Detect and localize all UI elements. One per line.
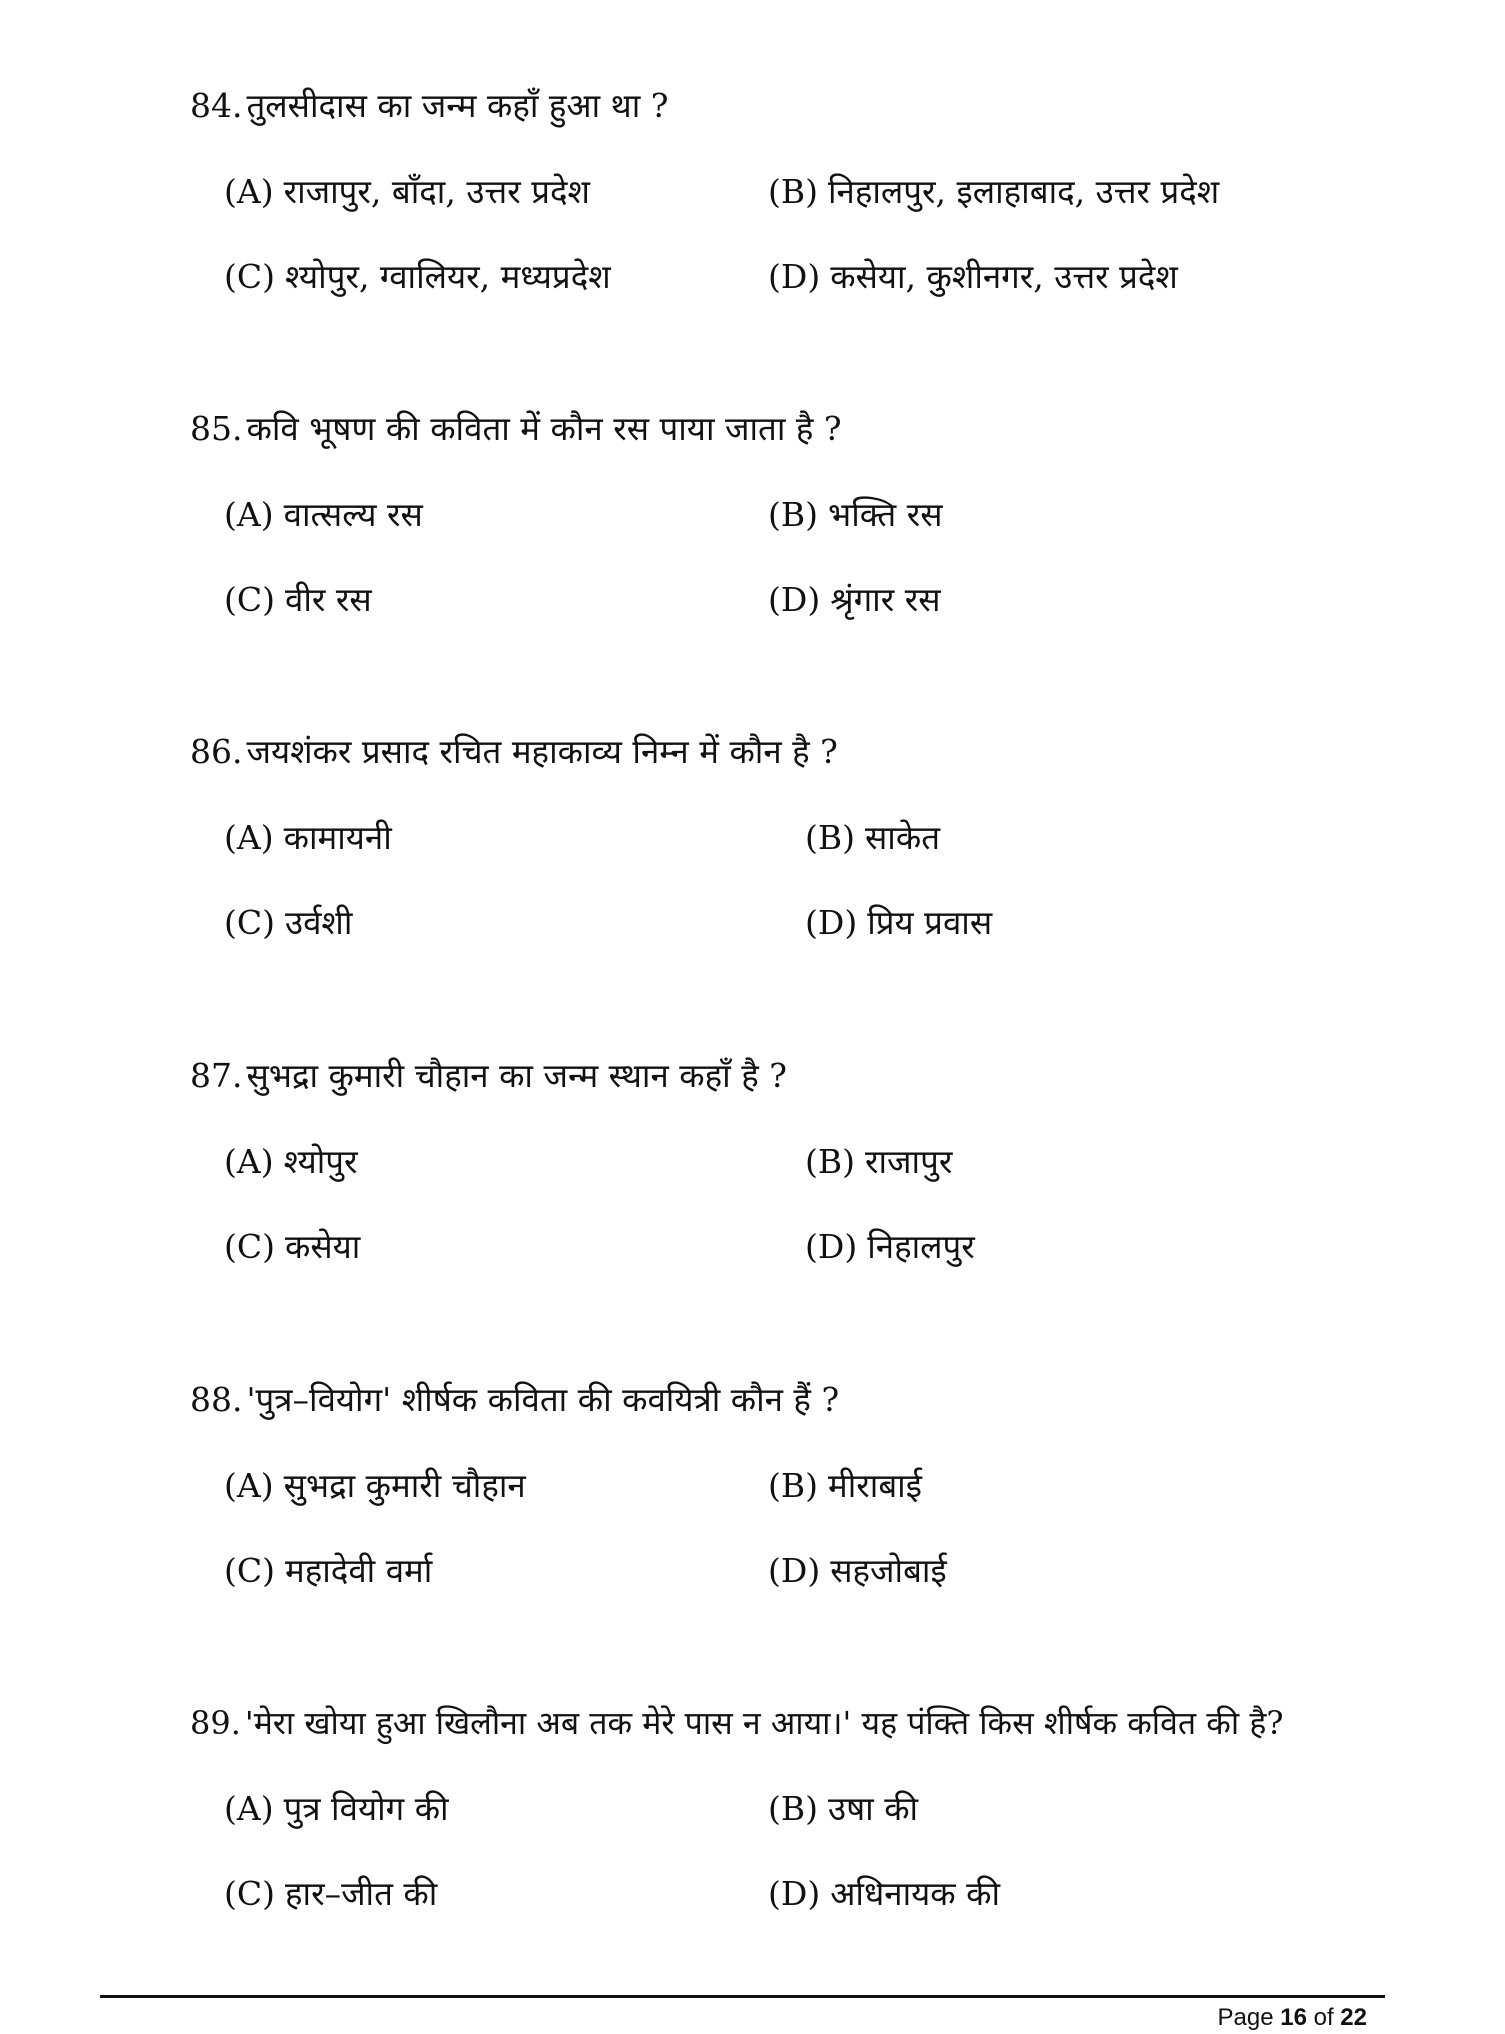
question-text <box>190 405 1390 453</box>
question-number: 86. <box>190 732 243 771</box>
option-text: महादेवी वर्मा <box>285 1551 433 1590</box>
question-88 <box>0 1376 1505 1636</box>
option-key: (A) <box>224 1466 274 1505</box>
question-85 <box>0 405 1505 665</box>
option-key: (B) <box>768 495 818 534</box>
question-number: 85. <box>190 409 243 448</box>
option-key: (B) <box>805 818 855 857</box>
option-text: श्योपुर <box>283 1142 358 1181</box>
option-text: निहालपुर <box>867 1227 975 1266</box>
option-key: (A) <box>224 818 274 857</box>
option-text: उर्वशी <box>285 903 353 942</box>
option-text: कसेया, कुशीनगर, उत्तर प्रदेश <box>830 257 1178 296</box>
option-b <box>768 1462 922 1510</box>
option-d <box>768 1547 947 1595</box>
page-indicator <box>1218 2004 1368 2032</box>
option-key: (A) <box>224 495 274 534</box>
option-c <box>224 576 372 624</box>
question-87 <box>0 1052 1505 1312</box>
option-text: प्रिय प्रवास <box>867 903 993 942</box>
option-text: कसेया <box>285 1227 361 1266</box>
option-text: श्योपुर, ग्वालियर, मध्यप्रदेश <box>285 257 611 296</box>
option-key: (A) <box>224 1789 274 1828</box>
option-text: वात्सल्य रस <box>283 495 423 534</box>
option-d <box>768 253 1178 301</box>
option-b <box>805 814 940 862</box>
option-text: मीराबाई <box>828 1466 922 1505</box>
question-84 <box>0 82 1505 342</box>
current-page-number: 16 <box>1280 2004 1307 2031</box>
option-c <box>224 253 611 301</box>
option-text: साकेत <box>865 818 941 857</box>
question-prompt: कवि भूषण की कविता में कौन रस पाया जाता है ? <box>246 409 842 448</box>
option-key: (D) <box>805 903 858 942</box>
option-key: (D) <box>768 257 821 296</box>
option-b <box>805 1138 952 1186</box>
option-key: (C) <box>224 1874 275 1913</box>
option-text: कामायनी <box>283 818 392 857</box>
option-d <box>805 1223 975 1271</box>
question-86 <box>0 728 1505 988</box>
option-a <box>224 1138 358 1186</box>
total-pages-number: 22 <box>1340 2004 1367 2031</box>
question-text <box>190 728 1390 776</box>
option-text: सहजोबाई <box>830 1551 947 1590</box>
question-text <box>190 1699 1390 1747</box>
question-prompt: 'मेरा खोया हुआ खिलौना अब तक मेरे पास न आया।' यह पंक्ति किस शीर्षक कवित की है? <box>244 1704 1284 1742</box>
option-key: (D) <box>768 580 821 619</box>
option-a <box>224 814 392 862</box>
option-key: (C) <box>224 580 275 619</box>
option-b <box>768 491 943 539</box>
option-text: भक्ति रस <box>828 495 943 534</box>
option-b <box>768 1785 918 1833</box>
option-key: (D) <box>805 1227 858 1266</box>
question-number: 84. <box>190 86 243 125</box>
question-prompt: सुभद्रा कुमारी चौहान का जन्म स्थान कहाँ है ? <box>246 1056 787 1095</box>
option-key: (B) <box>768 1789 818 1828</box>
option-key: (C) <box>224 1551 275 1590</box>
option-b <box>768 168 1219 216</box>
option-a <box>224 491 423 539</box>
option-text: वीर रस <box>285 580 372 619</box>
option-key: (B) <box>768 172 818 211</box>
option-a <box>224 1785 449 1833</box>
option-text: निहालपुर, इलाहाबाद, उत्तर प्रदेश <box>828 172 1220 211</box>
option-a <box>224 168 590 216</box>
question-89 <box>0 1699 1505 1959</box>
option-text: उषा की <box>828 1789 919 1828</box>
option-key: (B) <box>805 1142 855 1181</box>
option-text: राजापुर <box>865 1142 953 1181</box>
option-c <box>224 899 352 947</box>
option-key: (D) <box>768 1551 821 1590</box>
footer-divider <box>100 1995 1385 1998</box>
option-d <box>805 899 992 947</box>
option-key: (C) <box>224 1227 275 1266</box>
option-text: सुभद्रा कुमारी चौहान <box>283 1466 526 1505</box>
page-label: Page <box>1217 2004 1274 2031</box>
option-c <box>224 1223 360 1271</box>
question-text <box>190 1052 1390 1100</box>
option-c <box>224 1547 432 1595</box>
option-key: (C) <box>224 257 275 296</box>
option-key: (C) <box>224 903 275 942</box>
option-text: श्रृंगार रस <box>830 580 941 619</box>
option-d <box>768 576 941 624</box>
option-key: (D) <box>768 1874 821 1913</box>
question-prompt: जयशंकर प्रसाद रचित महाकाव्य निम्न में कौन है ? <box>246 732 838 771</box>
question-text <box>190 82 1390 130</box>
of-label: of <box>1313 2004 1334 2031</box>
option-key: (B) <box>768 1466 818 1505</box>
question-number: 88. <box>190 1380 243 1419</box>
question-number: 89. <box>190 1704 241 1742</box>
option-text: राजापुर, बाँदा, उत्तर प्रदेश <box>283 172 590 211</box>
question-prompt: 'पुत्र–वियोग' शीर्षक कविता की कवयित्री कौन हैं ? <box>246 1380 840 1419</box>
option-key: (A) <box>224 1142 274 1181</box>
question-prompt: तुलसीदास का जन्म कहाँ हुआ था ? <box>246 86 669 125</box>
option-a <box>224 1462 526 1510</box>
option-key: (A) <box>224 172 274 211</box>
option-c <box>224 1870 437 1918</box>
question-text <box>190 1376 1390 1424</box>
option-text: अधिनायक की <box>830 1874 1000 1913</box>
option-d <box>768 1870 1000 1918</box>
question-number: 87. <box>190 1056 243 1095</box>
option-text: हार–जीत की <box>285 1874 438 1913</box>
option-text: पुत्र वियोग की <box>283 1789 449 1828</box>
